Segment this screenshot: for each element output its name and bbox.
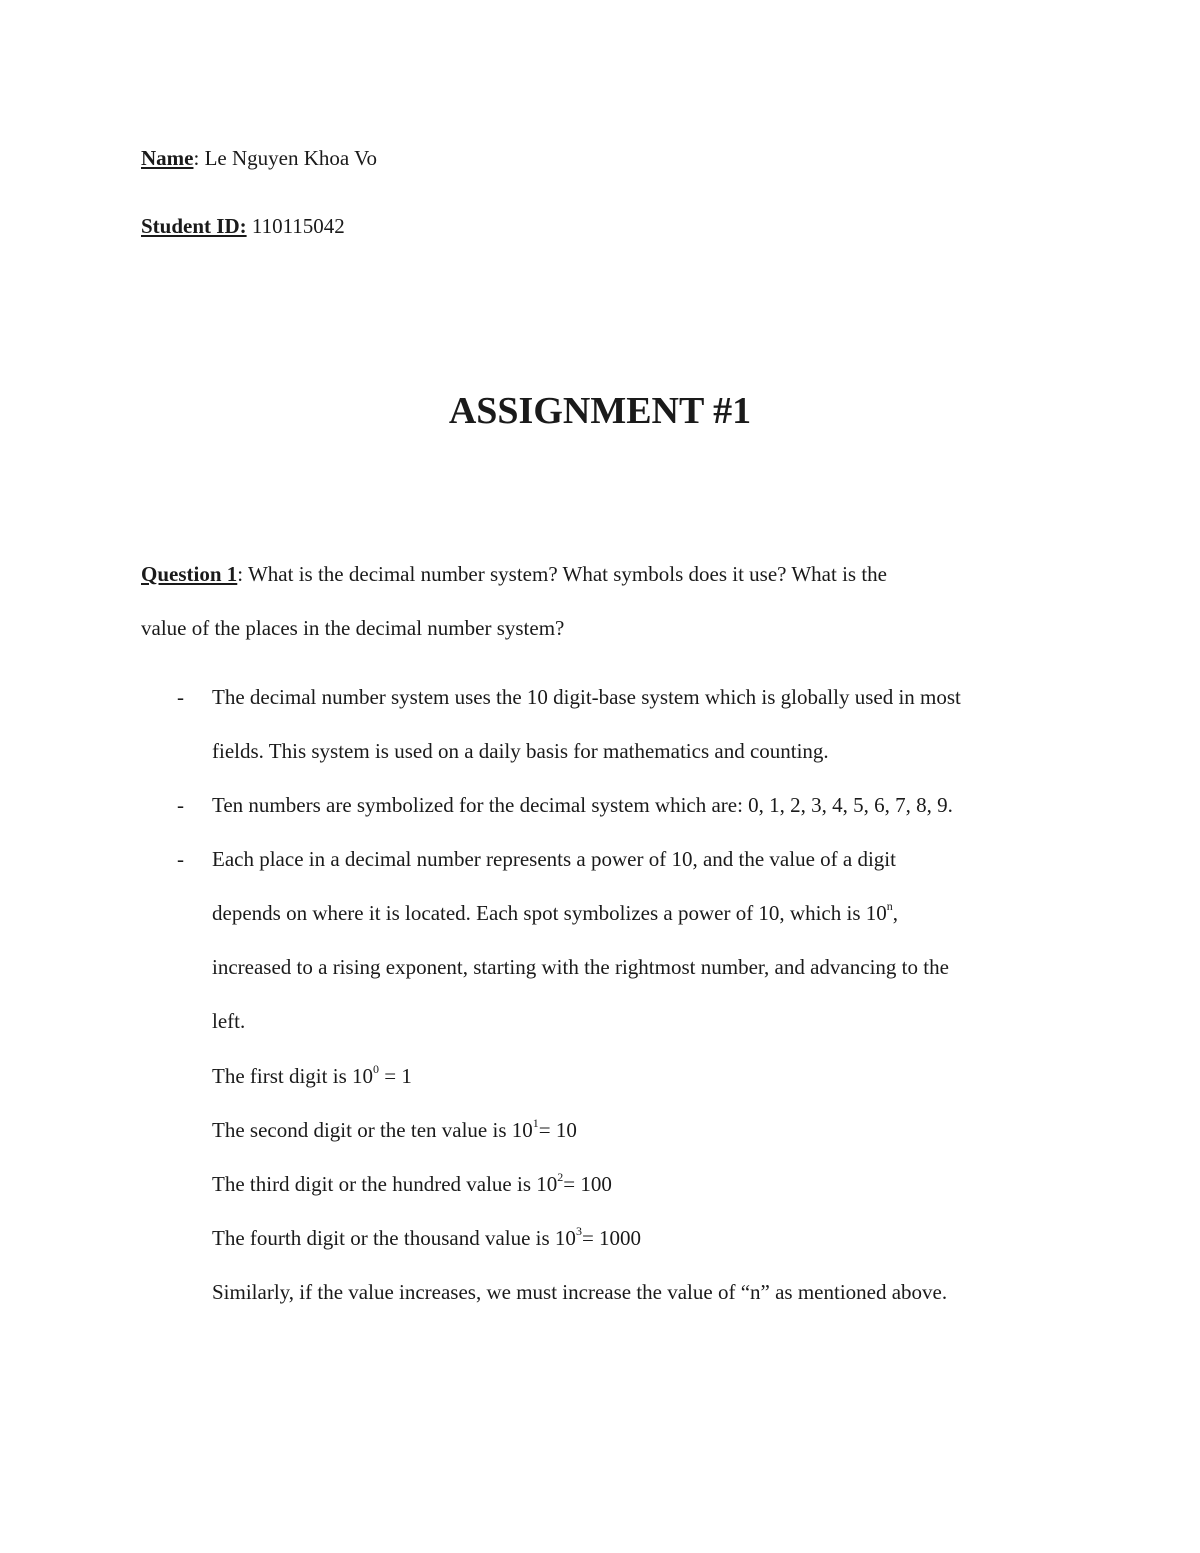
digit-result: = 100: [563, 1172, 612, 1196]
digit-line-second: [212, 1116, 577, 1144]
name-line: [141, 144, 377, 172]
student-id-label: Student ID:: [141, 214, 247, 238]
bullet-dash-2: -: [177, 793, 184, 817]
student-id-line: [141, 212, 345, 240]
closing-line: Similarly, if the value increases, we must increase the value of “n” as mentioned above.: [212, 1280, 948, 1304]
digit-result: = 1: [379, 1064, 412, 1088]
name-label: Name: [141, 146, 194, 170]
name-value: Le Nguyen Khoa Vo: [204, 146, 378, 170]
page-title: ASSIGNMENT #1: [448, 390, 752, 432]
exponent-1: 1: [532, 1116, 539, 1130]
bullet-3-line-4: left.: [212, 1009, 246, 1033]
bullet-3-line-3: increased to a rising exponent, starting with the rightmost number, and advancing to the: [212, 955, 949, 979]
bullet-dash-3: -: [177, 847, 184, 871]
exponent-n: n: [886, 899, 893, 913]
exponent-3: 3: [575, 1224, 582, 1238]
bullet-1-line-1: The decimal number system uses the 10 digit-base system which is globally used in most: [212, 685, 961, 709]
question-1-label: Question 1: [141, 562, 238, 586]
exponent-2: 2: [557, 1170, 564, 1184]
bullet-dash-1: -: [177, 685, 184, 709]
digit-line-fourth: [212, 1224, 641, 1252]
digit-text: The second digit or the ten value is 10: [212, 1118, 533, 1142]
name-separator: :: [193, 146, 205, 170]
question-1-line-1: [141, 560, 887, 588]
digit-result: = 10: [538, 1118, 577, 1142]
bullet-2-line-1: Ten numbers are symbolized for the decimal system which are: 0, 1, 2, 3, 4, 5, 6, 7, 8, 9.: [212, 793, 953, 817]
question-1-line-2: value of the places in the decimal number system?: [141, 616, 565, 640]
digit-line-first: [212, 1062, 412, 1090]
student-id-value: 110115042: [251, 214, 345, 238]
bullet-3-line-2: [212, 899, 898, 927]
digit-text: The third digit or the hundred value is 10: [212, 1172, 558, 1196]
question-1-separator: :: [237, 562, 248, 586]
bullet-3-line-1: Each place in a decimal number represents a power of 10, and the value of a digit: [212, 847, 896, 871]
bullet-3-line-2-comma: ,: [892, 901, 899, 925]
digit-text: The fourth digit or the thousand value is 10: [212, 1226, 576, 1250]
exponent-0: 0: [373, 1062, 379, 1076]
bullet-1-line-2: fields. This system is used on a daily basis for mathematics and counting.: [212, 739, 829, 763]
bullet-3-line-2-text: depends on where it is located. Each spot symbolizes a power of 10, which is 10: [212, 901, 887, 925]
question-1-text-1: What is the decimal number system? What symbols does it use? What is the: [247, 562, 887, 586]
digit-text: The first digit is 10: [212, 1064, 373, 1088]
digit-result: = 1000: [581, 1226, 642, 1250]
digit-line-third: [212, 1170, 612, 1198]
